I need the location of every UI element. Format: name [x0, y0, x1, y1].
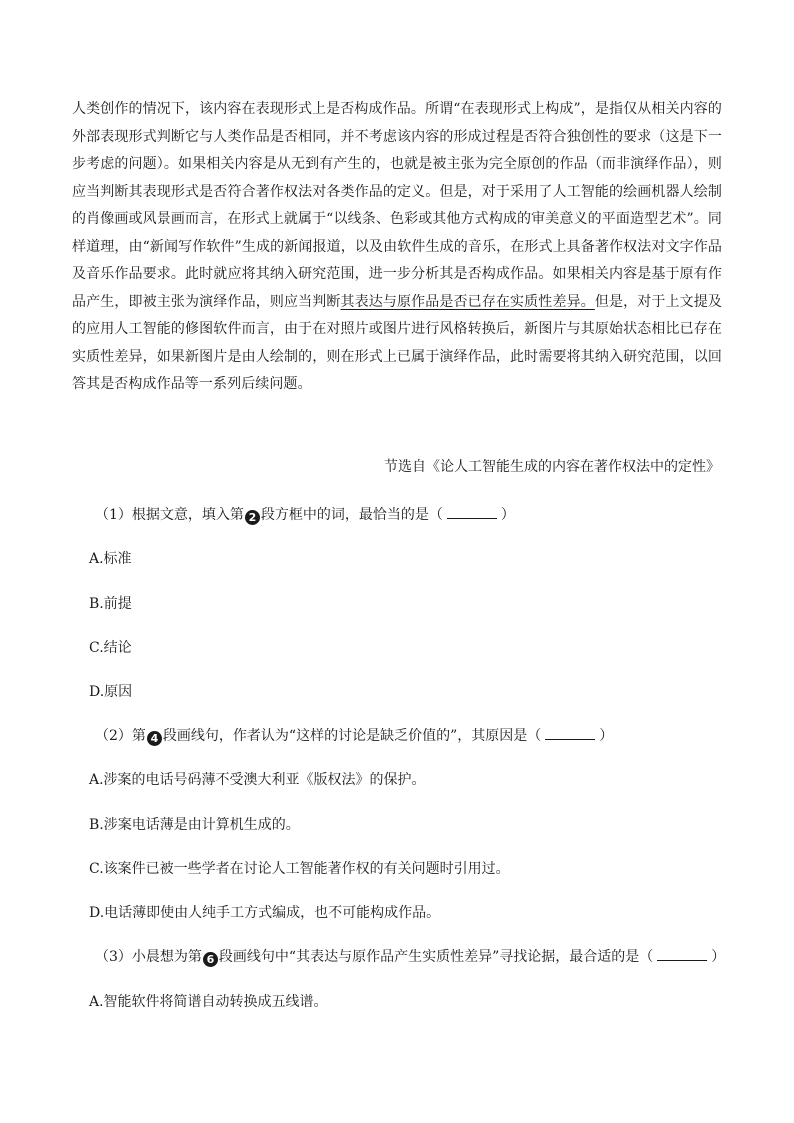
q1-option-c: C.结论: [89, 640, 132, 656]
circled-number-icon: 6: [203, 952, 218, 967]
answer-blank[interactable]: [657, 947, 707, 961]
q3-option-a: A.智能软件将简谱自动转换成五线谱。: [89, 994, 328, 1010]
q2-option-a: A.涉案的电话号码薄不受澳大利亚《版权法》的保护。: [89, 772, 426, 788]
question-3-suffix: 段画线句中“其表达与原作品产生实质性差异”寻找论据，最合适的是（: [218, 949, 654, 965]
question-2-prefix: （2）第: [95, 728, 146, 744]
q2-option-b: B.涉案电话薄是由计算机生成的。: [89, 817, 300, 833]
q2-option-c: C.该案件已被一些学者在讨论人工智能著作权的有关问题时引用过。: [89, 861, 510, 877]
q2-option-d: D.电话薄即使由人纯手工方式编成，也不可能构成作品。: [89, 905, 441, 921]
q1-option-b: B.前提: [89, 596, 132, 612]
question-2: [95, 726, 613, 746]
passage-paragraph: [72, 96, 722, 399]
passage-underlined-sentence: 其表达与原作品是否已存在实质性差异。: [340, 293, 595, 310]
question-3: [95, 947, 725, 967]
question-2-close: ）: [599, 728, 614, 744]
passage-text-tail: 但是，对于上文提及的应用人工智能的修图软件而言，由于在对照片或图片进行风格转换后，新图片与其原始状态相比已存在实质性差异，如果新图片是由人绘制的，则在形式上已属于演绎作品，此时需要将其纳入研究范围，以回答其是否构成作品等一系列后续问题。: [72, 293, 722, 392]
answer-blank[interactable]: [545, 726, 595, 740]
question-3-prefix: （3）小晨想为第: [95, 949, 202, 965]
passage-text: 人类创作的情况下，该内容在表现形式上是否构成作品。所谓“在表现形式上构成”，是指仅从相关内容的外部表现形式判断它与人类作品是否相同，并不考虑该内容的形成过程是否符合独创性的要求（这是下一步考虑的问题）。如果相关内容是从无到有产生的，也就是被主张为完全原创的作品（而非演绎作品），则应当判断其表现形式是否符合著作权法对各类作品的定义。但是，对于采用了人工智能的绘画机器人绘制的肖像画或风景画而言，在形式上就属于“以线条、色彩或其他方式构成的审美意义的平面造型艺术”。同样道理，由“新闻写作软件”生成的新闻报道，以及由软件生成的音乐，在形式上具备著作权法对文字作品及音乐作品要求。此时就应将其纳入研究范围，进一步分析其是否构成作品。如果相关内容是基于原有作品产生，即被主张为演绎作品，则应当判断: [72, 101, 722, 310]
question-1-prefix: （1）根据文意，填入第: [95, 507, 244, 523]
answer-blank[interactable]: [447, 505, 497, 519]
q1-option-d: D.原因: [89, 684, 133, 700]
circled-number-icon: 2: [245, 510, 260, 525]
question-2-suffix: 段画线句，作者认为“这样的讨论是缺乏价值的”，其原因是（: [162, 728, 542, 744]
question-1-close: ）: [500, 507, 515, 523]
q1-option-a: A.标准: [89, 551, 132, 567]
question-3-close: ）: [711, 949, 726, 965]
circled-number-icon: 4: [147, 731, 162, 746]
question-1: [95, 505, 515, 525]
question-1-suffix: 段方框中的词，最恰当的是（: [260, 507, 443, 523]
source-citation: 节选自《论人工智能生成的内容在著作权法中的定性》: [384, 459, 720, 475]
